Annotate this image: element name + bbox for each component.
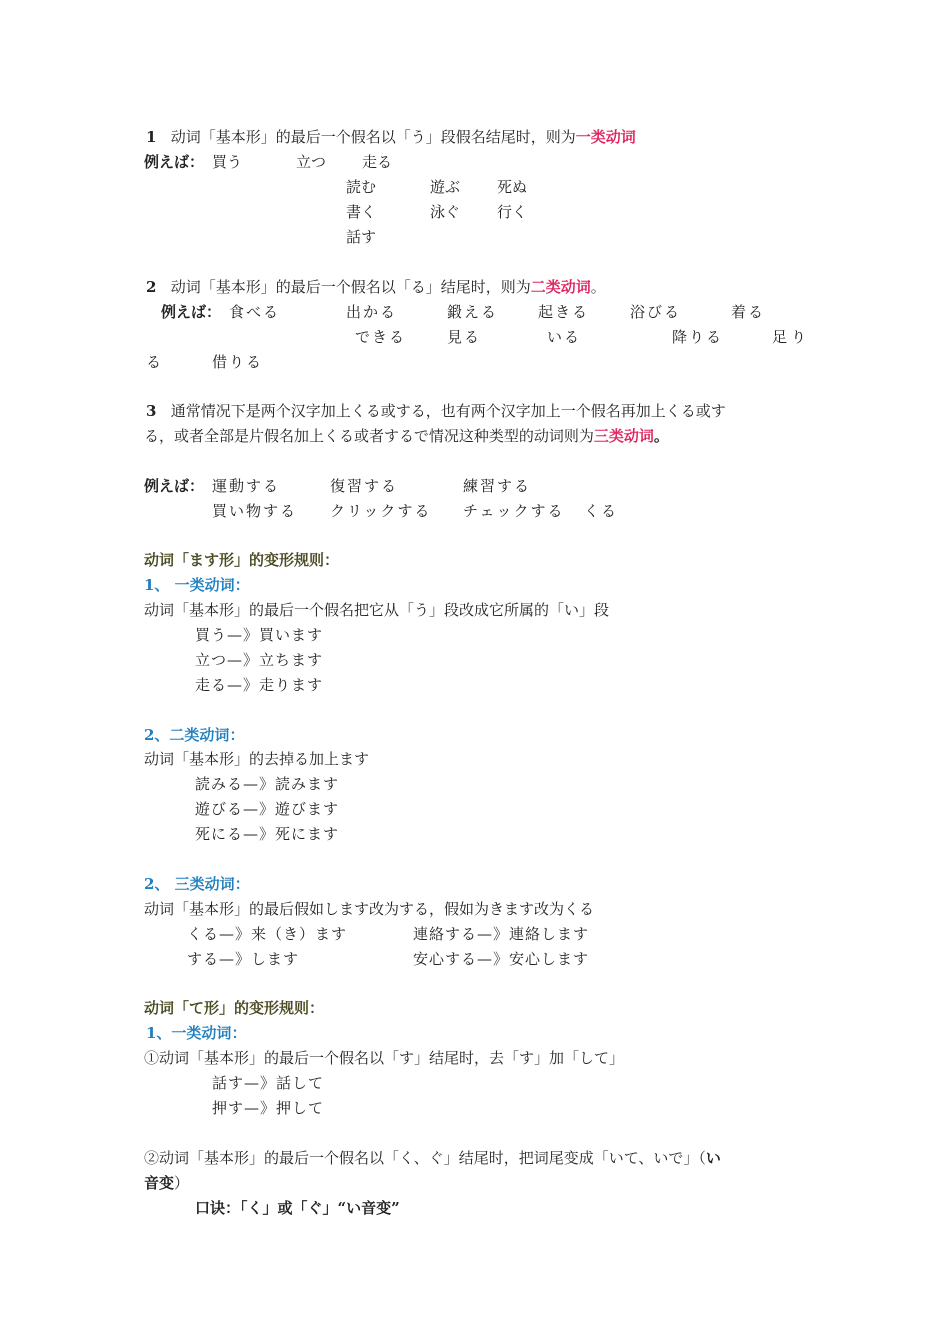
- conjugation-item: 遊びる—》遊びます: [195, 800, 340, 818]
- rule3-number: 3: [146, 402, 157, 420]
- te-rule2-close: ）: [174, 1174, 190, 1192]
- example-word: 話す: [346, 228, 377, 246]
- example-word: 読む: [346, 178, 377, 196]
- te-rule2-line1: [144, 1148, 721, 1168]
- rule3-text2: る，或者全部是片假名加上くる或者するで情况这种类型的动词则为: [144, 427, 594, 445]
- conjugation-item: 読みる—》読みます: [195, 775, 340, 793]
- example-word: 行く: [497, 203, 528, 221]
- example-word: チェックする: [463, 502, 565, 520]
- te-mnemonic: 口诀：「く」或「ぐ」“い音变”: [195, 1199, 400, 1217]
- conjugation-item: 立つ—》立ちます: [195, 651, 324, 669]
- example-word: 浴びる: [630, 303, 682, 321]
- example-word: 着る: [731, 303, 766, 321]
- conjugation-item: する—》します: [187, 950, 300, 968]
- example-word: くる: [584, 502, 619, 520]
- rule3-tail: 。: [653, 427, 669, 445]
- example-word: る: [146, 353, 162, 371]
- te-rule2-bold-b: 音变: [144, 1174, 175, 1192]
- example-word: 書く: [346, 203, 377, 221]
- example-word: いる: [547, 328, 582, 346]
- example-word: 買い物する: [212, 502, 298, 520]
- conjugation-item: 話す—》話して: [212, 1074, 325, 1092]
- example-word: 泳ぐ: [430, 203, 461, 221]
- example-word: 走る: [362, 153, 393, 171]
- conjugation-item: 買う—》買います: [195, 626, 324, 644]
- example-word: クリックする: [330, 502, 432, 520]
- rule3-highlight: 三类动词: [593, 427, 654, 445]
- conjugation-item: 死にる—》死にます: [195, 825, 340, 843]
- rule3-example-label: 例えば：: [144, 477, 205, 495]
- example-word: 買う: [212, 153, 243, 171]
- example-word: 見る: [447, 328, 482, 346]
- masu-group3-heading: 2、 三类动词：: [144, 875, 250, 893]
- rule2-highlight: 二类动词: [530, 278, 591, 296]
- example-word: 足り: [772, 328, 811, 346]
- example-word: 運動する: [212, 477, 281, 495]
- rule3-line1: [146, 401, 726, 421]
- te-group1-heading: 1、一类动词：: [146, 1024, 247, 1042]
- example-word: 降りる: [672, 328, 724, 346]
- rule3-line2: [144, 426, 669, 446]
- example-word: 起きる: [538, 303, 590, 321]
- conjugation-item: 走る—》走ります: [195, 676, 324, 694]
- conjugation-item: 連絡する—》連絡します: [413, 925, 590, 943]
- masu-group1-heading: 1、 一类动词：: [144, 576, 250, 594]
- example-word: 立つ: [296, 153, 327, 171]
- example-word: 借りる: [212, 353, 264, 371]
- rule2-text: 动词「基本形」的最后一个假名以「る」结尾时，则为: [170, 278, 531, 296]
- rule2-line: [146, 277, 606, 297]
- example-word: 鍛える: [447, 303, 499, 321]
- masu-group2-heading: 2、二类动词：: [144, 726, 245, 744]
- rule1-highlight: 一类动词: [575, 128, 636, 146]
- masu-group1-desc: 动词「基本形」的最后一个假名把它从「う」段改成它所属的「い」段: [144, 601, 610, 619]
- rule1-text: 动词「基本形」的最后一个假名以「う」段假名结尾时，则为: [170, 128, 576, 146]
- te-rule1: ①动词「基本形」的最后一个假名以「す」结尾时，去「す」加「して」: [144, 1049, 625, 1067]
- masu-group3-desc: 动词「基本形」的最后假如します改为する，假如为きます改为くる: [144, 900, 595, 918]
- conjugation-item: 押す—》押して: [212, 1099, 325, 1117]
- conjugation-item: 安心する—》安心します: [413, 950, 590, 968]
- te-section-title: 动词「て形」的变形规则：: [144, 999, 325, 1017]
- conjugation-item: くる—》来（き）ます: [187, 925, 348, 943]
- te-rule2-bold-a: い: [705, 1149, 721, 1167]
- example-word: 食べる: [229, 303, 281, 321]
- te-rule2-line2: [144, 1173, 189, 1193]
- te-rule2-text: ②动词「基本形」的最后一个假名以「く、ぐ」结尾时，把词尾变成「いて、いで」（: [144, 1149, 706, 1167]
- example-word: 遊ぶ: [430, 178, 461, 196]
- masu-section-title: 动词「ます形」的变形规则：: [144, 551, 340, 569]
- example-word: 復習する: [330, 477, 399, 495]
- rule2-tail: 。: [590, 278, 606, 296]
- rule1-line: [146, 127, 636, 147]
- example-word: 死ぬ: [497, 178, 528, 196]
- example-word: できる: [355, 328, 407, 346]
- example-word: 練習する: [463, 477, 532, 495]
- rule3-text1: 通常情况下是两个汉字加上くる或する，也有两个汉字加上一个假名再加上くる或す: [170, 402, 726, 420]
- masu-group2-desc: 动词「基本形」的去掉る加上ます: [144, 750, 370, 768]
- example-word: 出かる: [346, 303, 398, 321]
- rule1-example-label: 例えば：: [144, 153, 205, 171]
- rule1-number: 1: [146, 128, 157, 146]
- rule2-number: 2: [146, 278, 157, 296]
- rule2-example-label: 例えば：: [161, 303, 222, 321]
